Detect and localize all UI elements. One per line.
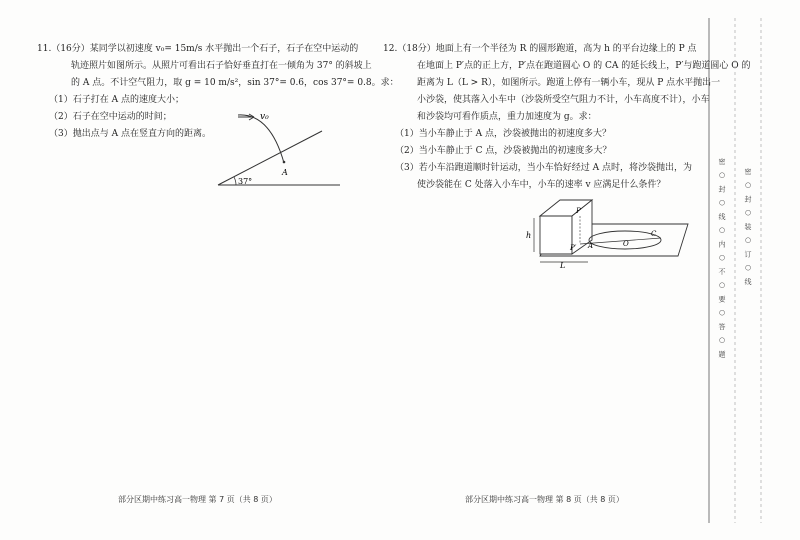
o-label: O <box>623 240 629 248</box>
q12-figure <box>520 198 690 268</box>
platform-front <box>540 216 572 254</box>
q11-sub-3: （3）抛出点与 A 点在竖直方向的距离。 <box>49 129 211 139</box>
question-12 <box>383 41 751 194</box>
footer-page-8: 部分区期中练习高一物理 第 8 页（共 8 页） <box>465 495 624 504</box>
q11-line-1: 11.（16分）某同学以初速度 v₀= 15m/s 水平抛出一个石子，石子在空中运动的 <box>37 44 359 54</box>
pp-label: P′ <box>570 244 577 252</box>
q12-sub-1: （1）当小车静止于 A 点，沙袋被抛出的初速度多大？ <box>395 129 611 139</box>
q12-sub-3-cont: 使沙袋能在 C 处落入小车中，小车的速率 v 应满足什么条件？ <box>417 180 666 190</box>
q12-line-5: 和沙袋均可看作质点，重力加速度为 g。求： <box>417 112 597 122</box>
angle-arc <box>234 177 236 185</box>
q11-sub-2: （2）石子在空中运动的时间； <box>49 112 172 122</box>
p-label: P <box>576 207 581 215</box>
binding-text-1: 密 ○ 封 ○ 线 ○ 内 ○ 不 ○ 要 ○ 答 ○ 题 <box>718 158 726 360</box>
v0-label: v₀ <box>260 112 269 122</box>
q12-line-3: 距离为 L（L > R），如图所示。跑道上停有一辆小车，现从 P 点水平抛出一 <box>417 78 721 88</box>
q12-line-2: 在地面上 P′点的正上方，P′点在跑道圆心 O 的 CA 的延长线上，P′与跑道圆心 O 的 <box>417 61 751 71</box>
a-label: A <box>588 242 594 250</box>
angle-label: 37° <box>238 177 253 186</box>
c-label: C <box>651 230 657 238</box>
q12-line-1: 12.（18分）地面上有一个半径为 R 的圆形跑道，高为 h 的平台边缘上的 P 点 <box>383 44 697 54</box>
binding-strip <box>705 18 777 523</box>
binding-lines <box>705 18 777 523</box>
q12-sub-3: （3）若小车沿跑道顺时针运动，当小车恰好经过 A 点时，将沙袋抛出，为 <box>395 163 692 173</box>
h-label: h <box>526 231 532 240</box>
q12-sub-2: （2）当小车静止于 C 点，沙袋被抛出的初速度多大？ <box>395 146 612 156</box>
trajectory-curve <box>238 115 284 163</box>
q11-figure <box>210 105 345 195</box>
q11-sub-1: （1）石子打在 A 点的速度大小； <box>49 95 184 105</box>
q11-line-2: 轨迹照片如图所示。从照片可看出石子恰好垂直打在一倾角为 37° 的斜坡上 <box>71 61 372 71</box>
l-label: L <box>560 261 566 268</box>
point-a <box>283 161 286 164</box>
slope-line <box>218 131 322 185</box>
q12-line-4: 小沙袋，使其落入小车中（沙袋所受空气阻力不计，小车高度不计），小车 <box>417 95 710 105</box>
q11-line-3: 的 A 点。不计空气阻力，取 g = 10 m/s²，sin 37°= 0.6，cos 37°= 0.8。求： <box>71 78 399 88</box>
binding-text-2: 密 ○ 封 ○ 装 ○ 订 ○ 线 <box>744 168 752 287</box>
point-a-label: A <box>282 168 288 177</box>
footer-page-7: 部分区期中练习高一物理 第 7 页（共 8 页） <box>118 495 277 504</box>
